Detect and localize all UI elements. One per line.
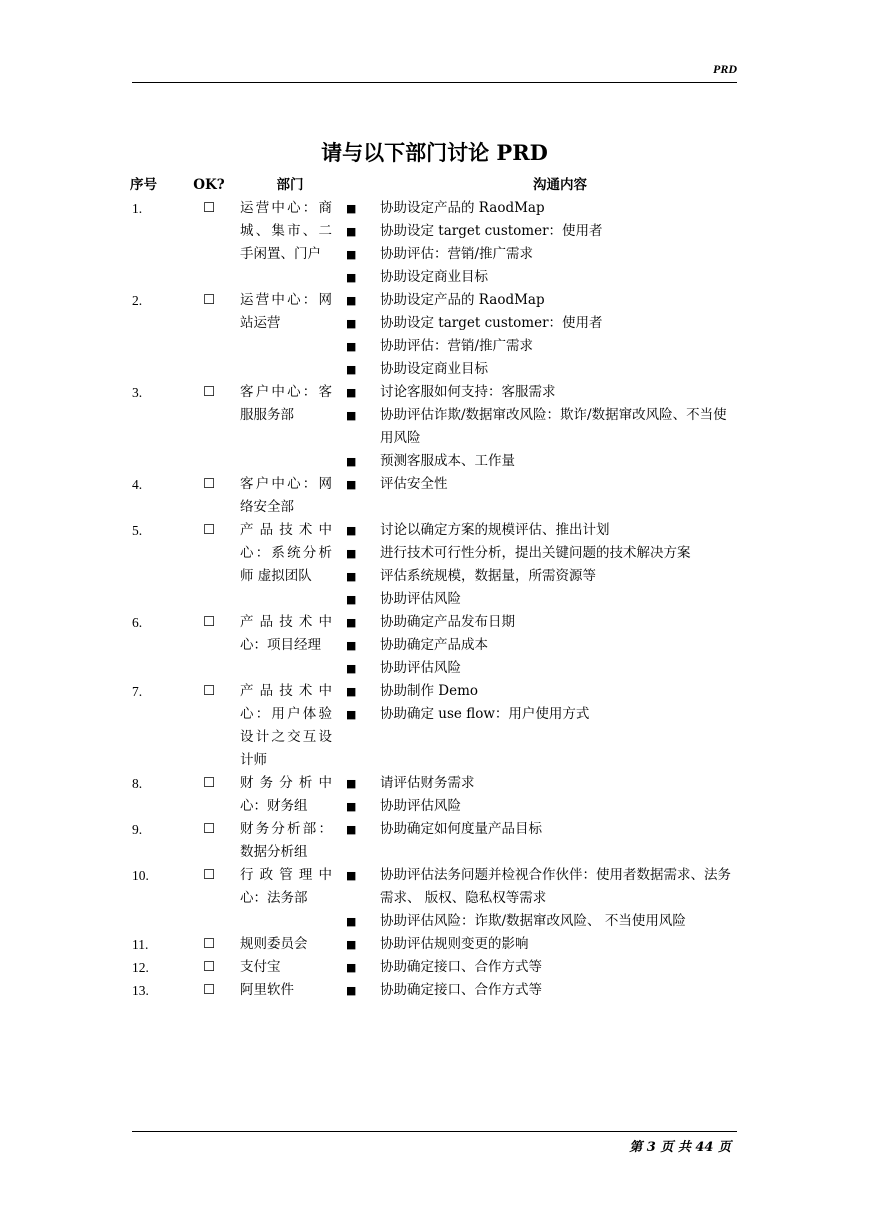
row-content (380, 772, 740, 818)
bullet-square-icon (340, 473, 380, 496)
ok-checkbox[interactable]: ☐ (202, 384, 216, 400)
row-seq: 5. (132, 523, 143, 538)
content-item: 评估系统规模，数据量，所需资源等 (380, 568, 596, 584)
row-seq: 1. (132, 201, 143, 216)
header-dept: 部门 (276, 177, 304, 193)
ok-checkbox[interactable]: ☐ (202, 683, 216, 699)
content-item: 协助确定 use flow：用户使用方式 (380, 706, 590, 722)
row-ok-cell (178, 519, 240, 611)
row-content (380, 933, 740, 956)
table-row (130, 381, 740, 473)
bullet-square-icon (340, 266, 380, 289)
row-ok-cell (178, 473, 240, 519)
content-item: 协助评估风险 (380, 660, 461, 676)
ok-checkbox[interactable]: ☐ (202, 821, 216, 837)
table-row (130, 864, 740, 933)
ok-checkbox[interactable]: ☐ (202, 522, 216, 538)
bullet-square-icon (340, 703, 380, 726)
ok-checkbox[interactable]: ☐ (202, 476, 216, 492)
table-row (130, 611, 740, 680)
bullet-square-icon (340, 243, 380, 266)
row-department: 运营中心：商城、集市、二手闲置、门户 (240, 200, 332, 262)
content-item: 协助设定 target customer：使用者 (380, 223, 603, 239)
row-seq: 10. (132, 868, 149, 883)
content-item: 讨论以确定方案的规模评估、推出计划 (380, 522, 610, 538)
row-ok-cell (178, 680, 240, 772)
row-seq: 4. (132, 477, 143, 492)
row-content (380, 611, 740, 680)
content-item: 协助确定接口、合作方式等 (380, 982, 542, 998)
bullet-square-icon (340, 680, 380, 703)
bullet-square-icon (340, 335, 380, 358)
ok-checkbox[interactable]: ☐ (202, 867, 216, 883)
content-item: 协助设定 target customer：使用者 (380, 315, 603, 331)
row-bullets (340, 864, 380, 933)
table-row (130, 979, 740, 1002)
content-item: 协助评估风险：诈欺/数据窜改风险、 不当使用风险 (380, 913, 686, 929)
bullet-square-icon (340, 542, 380, 565)
table-row (130, 956, 740, 979)
bullet-square-icon (340, 634, 380, 657)
content-item: 协助确定产品发布日期 (380, 614, 515, 630)
row-ok-cell (178, 772, 240, 818)
row-bullets (340, 680, 380, 772)
content-item: 请评估财务需求 (380, 775, 475, 791)
content-item: 协助确定如何度量产品目标 (380, 821, 542, 837)
row-bullets (340, 289, 380, 381)
row-ok-cell (178, 289, 240, 381)
ok-checkbox[interactable]: ☐ (202, 200, 216, 216)
bullet-square-icon (340, 197, 380, 220)
row-ok-cell (178, 956, 240, 979)
bullet-square-icon (340, 588, 380, 611)
row-bullets (340, 818, 380, 864)
content-item: 协助评估：营销/推广需求 (380, 246, 534, 262)
bullet-square-icon (340, 795, 380, 818)
row-seq: 2. (132, 293, 143, 308)
row-department: 规则委员会 (240, 936, 308, 952)
row-department: 支付宝 (240, 959, 281, 975)
content-item: 协助设定商业目标 (380, 269, 488, 285)
row-content (380, 680, 740, 772)
bullet-square-icon (340, 979, 380, 1002)
row-department: 产品技术中心：项目经理 (240, 614, 332, 653)
row-bullets (340, 933, 380, 956)
table-body (130, 197, 740, 1002)
content-item: 协助评估：营销/推广需求 (380, 338, 534, 354)
table-header-row (130, 174, 740, 197)
row-department: 行政管理中心：法务部 (240, 867, 332, 906)
row-content (380, 818, 740, 864)
ok-checkbox[interactable]: ☐ (202, 775, 216, 791)
row-bullets (340, 381, 380, 473)
row-department: 运营中心：网站运营 (240, 292, 332, 331)
content-item: 讨论客服如何支持：客服需求 (380, 384, 556, 400)
content-item: 协助确定接口、合作方式等 (380, 959, 542, 975)
content-item: 预测客服成本、工作量 (380, 453, 515, 469)
bullet-square-icon (340, 312, 380, 335)
header-content: 沟通内容 (533, 177, 587, 193)
table-row (130, 933, 740, 956)
row-department: 产品技术中心：用户体验设计之交互设计师 (240, 683, 332, 768)
table-row (130, 473, 740, 519)
bullet-square-icon (340, 956, 380, 979)
bullet-square-icon (340, 381, 380, 404)
row-department: 产品技术中心：系统分析师 虚拟团队 (240, 522, 332, 584)
content-item: 协助评估诈欺/数据窜改风险：欺诈/数据窜改风险、不当使用风险 (380, 407, 727, 446)
bullet-square-icon (340, 450, 380, 473)
bullet-square-icon (340, 519, 380, 542)
row-bullets (340, 979, 380, 1002)
row-content (380, 864, 740, 933)
row-department: 阿里软件 (240, 982, 294, 998)
row-department: 客户中心：客服服务部 (240, 384, 332, 423)
row-seq: 8. (132, 776, 143, 791)
row-seq: 6. (132, 615, 143, 630)
header-seq: 序号 (130, 177, 157, 193)
bullet-square-icon (340, 289, 380, 312)
row-bullets (340, 956, 380, 979)
bullet-square-icon (340, 864, 380, 910)
row-bullets (340, 772, 380, 818)
bullet-square-icon (340, 220, 380, 243)
row-department: 客户中心：网络安全部 (240, 476, 332, 515)
row-department: 财务分析中心：财务组 (240, 775, 332, 814)
table-row (130, 197, 740, 289)
page-number: 第 3 页 共 44 页 (629, 1140, 731, 1155)
ok-checkbox[interactable]: ☐ (202, 936, 216, 952)
content-item: 进行技术可行性分析，提出关键问题的技术解决方案 (380, 545, 691, 561)
header-ok: OK? (193, 177, 225, 193)
header-doc-label: PRD (713, 62, 737, 76)
ok-checkbox[interactable]: ☐ (202, 982, 216, 998)
header-rule (132, 82, 737, 83)
row-bullets (340, 519, 380, 611)
row-content (380, 473, 740, 519)
row-content (380, 381, 740, 473)
row-content (380, 519, 740, 611)
ok-checkbox[interactable]: ☐ (202, 292, 216, 308)
content-item: 协助确定产品成本 (380, 637, 488, 653)
row-ok-cell (178, 381, 240, 473)
row-ok-cell (178, 197, 240, 289)
content-item: 协助设定产品的 RaodMap (380, 292, 545, 308)
content-item: 协助设定商业目标 (380, 361, 488, 377)
row-seq: 13. (132, 983, 149, 998)
department-table (130, 174, 740, 1002)
table-row (130, 818, 740, 864)
bullet-square-icon (340, 611, 380, 634)
content-item: 协助评估风险 (380, 591, 461, 607)
row-seq: 11. (132, 937, 149, 952)
footer-rule (132, 1131, 737, 1132)
row-content (380, 197, 740, 289)
content-item: 协助评估风险 (380, 798, 461, 814)
table-row (130, 519, 740, 611)
ok-checkbox[interactable]: ☐ (202, 614, 216, 630)
row-seq: 7. (132, 684, 143, 699)
bullet-square-icon (340, 910, 380, 933)
row-bullets (340, 197, 380, 289)
row-ok-cell (178, 933, 240, 956)
row-ok-cell (178, 818, 240, 864)
row-ok-cell (178, 864, 240, 933)
ok-checkbox[interactable]: ☐ (202, 959, 216, 975)
content-item: 协助制作 Demo (380, 683, 479, 699)
header-bullet (340, 174, 380, 197)
bullet-square-icon (340, 565, 380, 588)
bullet-square-icon (340, 818, 380, 841)
row-seq: 3. (132, 385, 143, 400)
content-item: 协助评估规则变更的影响 (380, 936, 529, 952)
table-row (130, 772, 740, 818)
row-content (380, 289, 740, 381)
row-seq: 9. (132, 822, 143, 837)
row-bullets (340, 611, 380, 680)
row-bullets (340, 473, 380, 519)
bullet-square-icon (340, 772, 380, 795)
row-ok-cell (178, 979, 240, 1002)
page-title: 请与以下部门讨论 PRD (321, 140, 548, 165)
row-content (380, 979, 740, 1002)
row-seq: 12. (132, 960, 149, 975)
row-content (380, 956, 740, 979)
content-item: 评估安全性 (380, 476, 448, 492)
bullet-square-icon (340, 657, 380, 680)
table-row (130, 680, 740, 772)
table-row (130, 289, 740, 381)
bullet-square-icon (340, 404, 380, 450)
bullet-square-icon (340, 933, 380, 956)
content-item: 协助设定产品的 RaodMap (380, 200, 545, 216)
bullet-square-icon (340, 358, 380, 381)
row-department: 财务分析部：数据分析组 (240, 821, 332, 860)
content-item: 协助评估法务问题并检视合作伙伴：使用者数据需求、法务需求、 版权、隐私权等需求 (380, 867, 731, 906)
row-ok-cell (178, 611, 240, 680)
